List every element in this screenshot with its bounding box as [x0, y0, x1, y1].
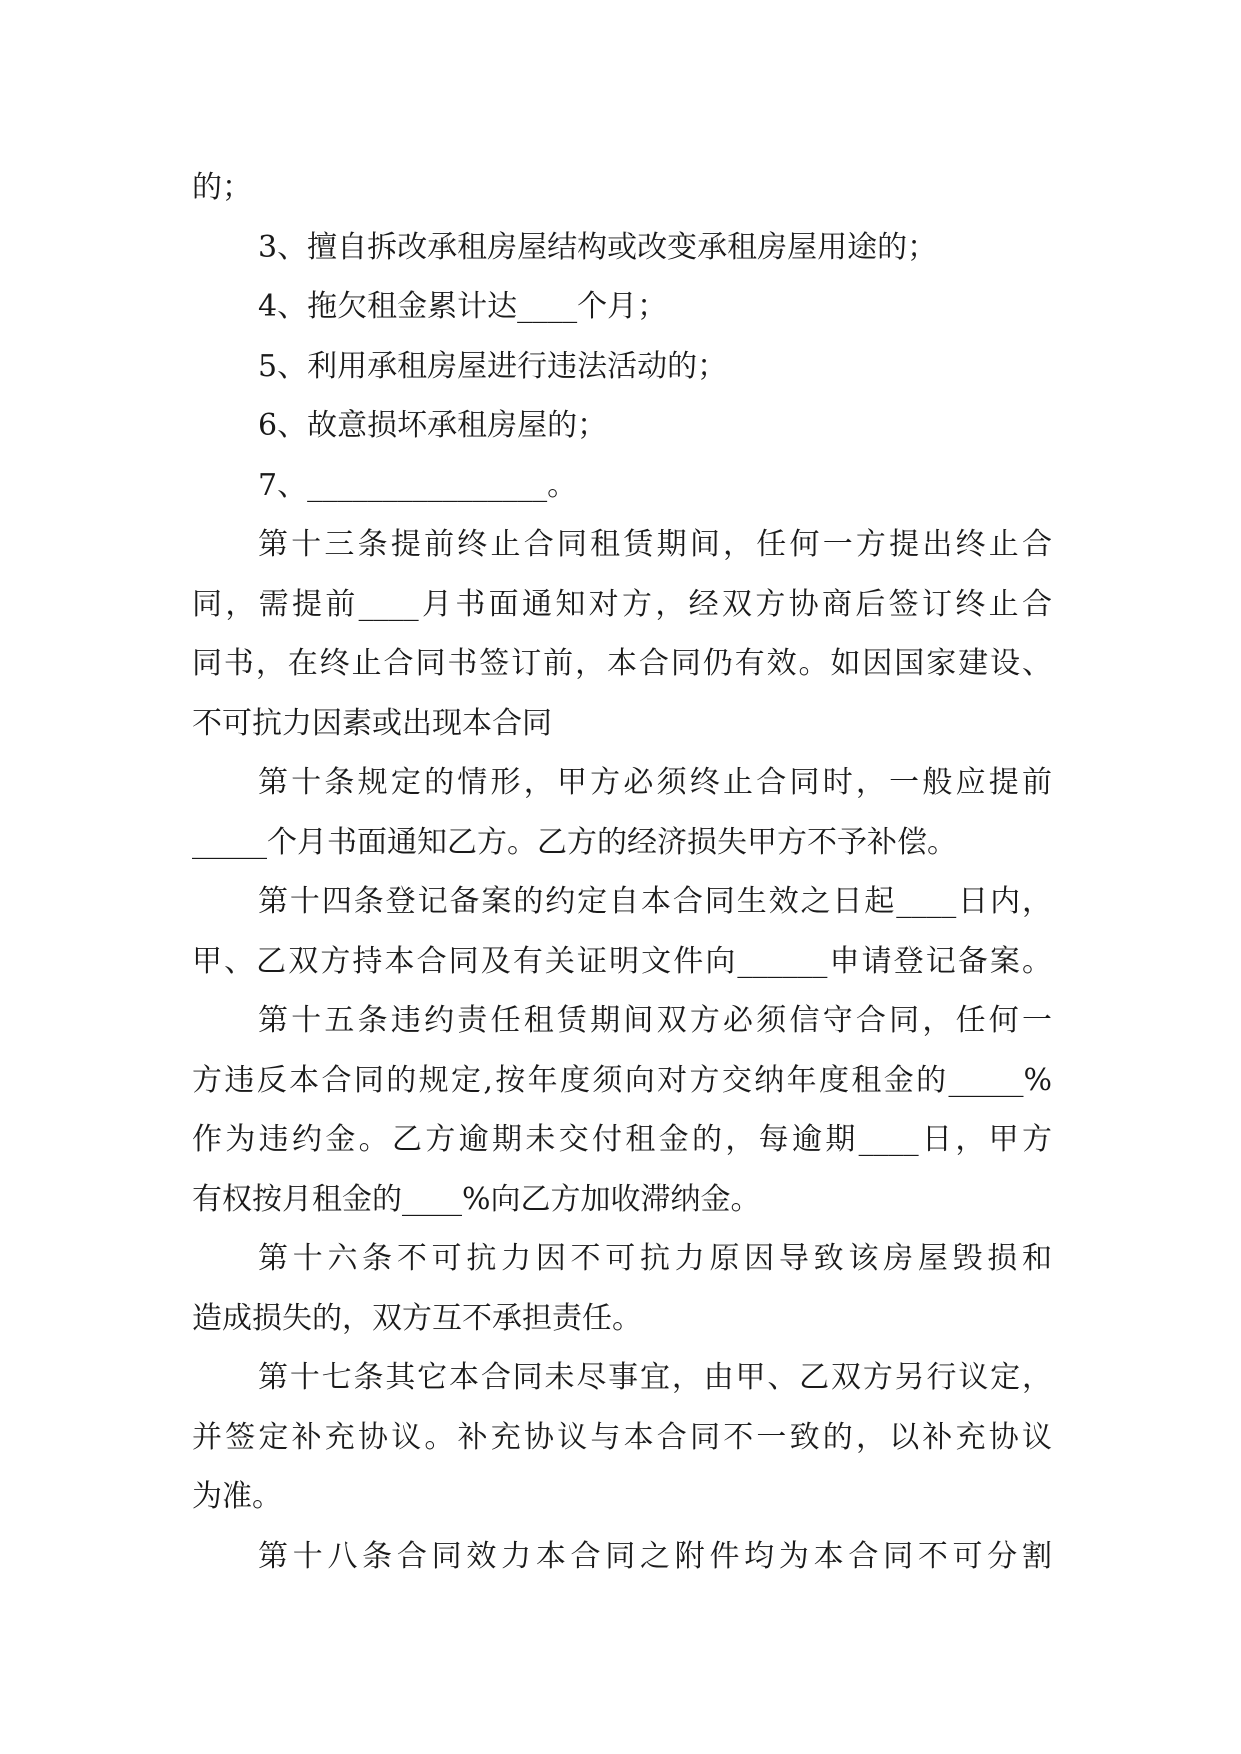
- clause-15-line: 方违反本合同的规定,按年度须向对方交纳年度租金的_____%: [192, 1062, 1052, 1098]
- clause-17-line: 第十七条其它本合同未尽事宜，由甲、乙双方另行议定，: [258, 1360, 1052, 1395]
- clause-10-line: 第十条规定的情形，甲方必须终止合同时，一般应提前: [258, 765, 1052, 800]
- clause-15-line: 作为违约金。乙方逾期未交付租金的，每逾期____日，甲方: [192, 1122, 1052, 1157]
- clause-14-line: 第十四条登记备案的约定自本合同生效之日起____日内，: [258, 884, 1052, 919]
- document-body: [192, 158, 1052, 1586]
- list-item: 4、拖欠租金累计达____个月；: [258, 289, 668, 324]
- clause-16-line: 第十六条不可抗力因不可抗力原因导致该房屋毁损和: [258, 1241, 1052, 1276]
- clause-17-line: 为准。: [192, 1479, 282, 1514]
- clause-10-line: _____个月书面通知乙方。乙方的经济损失甲方不予补偿。: [192, 824, 957, 860]
- text-line: 的；: [192, 170, 252, 205]
- list-item: 5、利用承租房屋进行违法活动的；: [258, 348, 728, 384]
- list-item: 7、________________。: [258, 467, 578, 503]
- clause-15-line: 第十五条违约责任租赁期间双方必须信守合同，任何一: [258, 1003, 1052, 1038]
- clause-17-line: 并签定补充协议。补充协议与本合同不一致的，以补充协议: [192, 1419, 1052, 1455]
- list-item: 3、擅自拆改承租房屋结构或改变承租房屋用途的；: [258, 229, 938, 265]
- clause-13-line: 同书，在终止合同书签订前，本合同仍有效。如因国家建设、: [192, 646, 1052, 681]
- clause-13-line: 同，需提前____月书面通知对方，经双方协商后签订终止合: [192, 586, 1052, 622]
- clause-13-line: 不可抗力因素或出现本合同: [192, 705, 552, 741]
- clause-14-line: 甲、乙双方持本合同及有关证明文件向______申请登记备案。: [192, 943, 1052, 979]
- clause-16-line: 造成损失的，双方互不承担责任。: [192, 1300, 642, 1336]
- clause-18-line: 第十八条合同效力本合同之附件均为本合同不可分割: [258, 1538, 1052, 1574]
- list-item: 6、故意损坏承租房屋的；: [258, 408, 608, 443]
- clause-15-line: 有权按月租金的____%向乙方加收滞纳金。: [192, 1181, 761, 1217]
- clause-13-line: 第十三条提前终止合同租赁期间，任何一方提出终止合: [258, 527, 1052, 562]
